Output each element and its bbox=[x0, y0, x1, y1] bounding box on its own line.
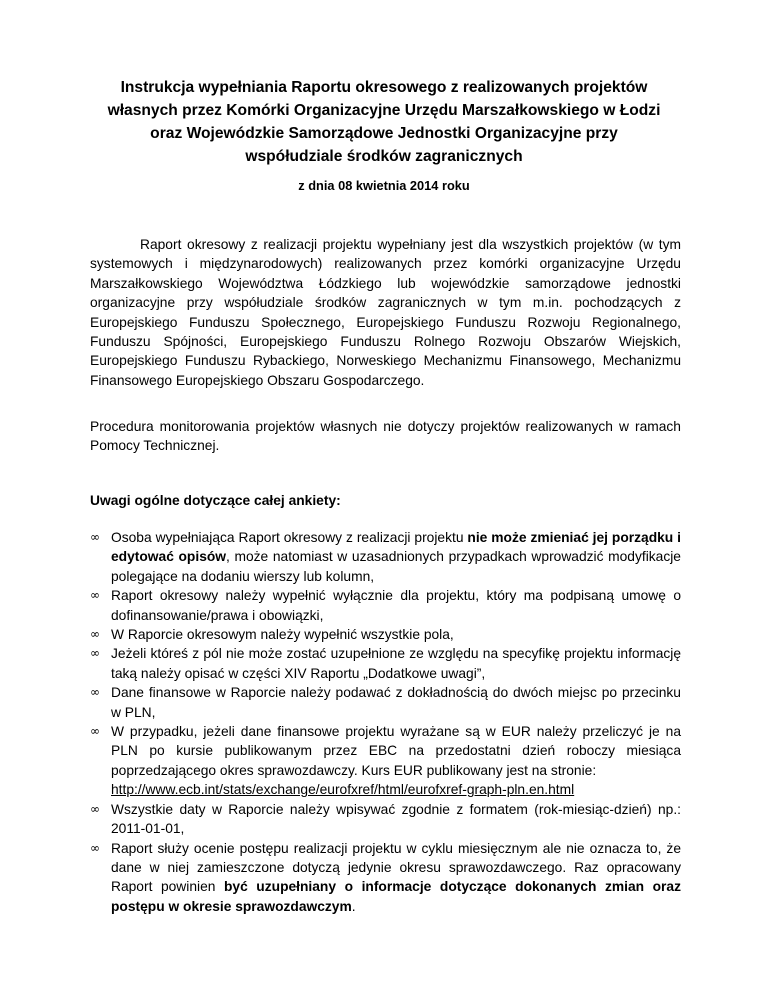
list-item-bold: nie może zmieniać jej porządku i edytować opisów bbox=[111, 530, 681, 565]
bullet-icon: ∞ bbox=[90, 646, 100, 661]
list-item-text: W Raporcie okresowym należy wypełnić wszystkie pola, bbox=[111, 627, 454, 643]
list-item bbox=[90, 683, 681, 722]
list-item-text: , może natomiast w uzasadnionych przypadkach wprowadzić modyfikacje polegające na dodaniu wierszy lub kolumn, bbox=[111, 549, 681, 584]
list-item-text: Dane finansowe w Raporcie należy podawać z dokładnością do dwóch miejsc po przecinku w PLN, bbox=[111, 685, 681, 720]
list-item-text: Jeżeli któreś z pól nie może zostać uzupełnione ze względu na specyfikę projektu informację taką należy opisać w części XIV Raportu „Dodatkowe uwagi”, bbox=[111, 646, 681, 681]
ecb-rate-link[interactable]: http://www.ecb.int/stats/exchange/eurofxref/html/eurofxref-graph-pln.en.html bbox=[111, 782, 575, 798]
bullet-icon: ∞ bbox=[90, 840, 100, 855]
list-item-text: . bbox=[351, 898, 356, 914]
section-heading: Uwagi ogólne dotyczące całej ankiety: bbox=[90, 493, 341, 508]
list-item bbox=[90, 722, 681, 800]
intro-paragraph: Raport okresowy z realizacji projektu wypełniany jest dla wszystkich projektów (w tym systemowych i międzynarodowych) realizowanych przez komórki organizacyjne Urzędu Marszałkowskiego Województwa Łódzkiego lub wojewódzkie samorządowe jednostki organizacyjne przy współudziale środków zagranicznych w tym m.in. pochodzących z Europejskiego Funduszu Społecznego, Europejskiego Funduszu Rozwoju Regionalnego, Funduszu Spójności, Europejskiego Funduszu Rolnego Rozwoju Obszarów Wiejskich, Europejskiego Funduszu Rybackiego, Norweskiego Mechanizmu Finansowego, Mechanizmu Finansowego Europejskiego Obszaru Gospodarczego. bbox=[90, 237, 681, 388]
list-item-bold: być uzupełniany o informacje dotyczące dokonanych zmian oraz postępu w okresie sprawozdawczym bbox=[111, 879, 681, 914]
bullet-icon: ∞ bbox=[90, 530, 100, 544]
remarks-list bbox=[90, 528, 681, 916]
list-item bbox=[90, 644, 681, 683]
bullet-icon: ∞ bbox=[90, 801, 100, 816]
list-item bbox=[90, 528, 681, 586]
procedure-paragraph: Procedura monitorowania projektów własnych nie dotyczy projektów realizowanych w ramach Pomocy Technicznej. bbox=[90, 419, 681, 454]
list-item bbox=[90, 625, 681, 644]
list-item bbox=[90, 800, 681, 839]
bullet-icon: ∞ bbox=[90, 685, 100, 700]
list-item-text: W przypadku, jeżeli dane finansowe projektu wyrażane są w EUR należy przeliczyć je na PLN po kursie publikowanym przez EBC na przedostatni dzień roboczy miesiąca poprzedzającego okres sprawozdawczy. Kurs EUR publikowany jest na stronie: bbox=[111, 724, 681, 778]
list-item-text: Osoba wypełniająca Raport okresowy z realizacji projektu bbox=[111, 530, 468, 545]
list-item-text: Raport okresowy należy wypełnić wyłącznie dla projektu, który ma podpisaną umowę o dofinansowanie/prawa i obowiązki, bbox=[111, 588, 681, 623]
bullet-icon: ∞ bbox=[90, 627, 100, 642]
list-item bbox=[90, 839, 681, 917]
list-item bbox=[90, 586, 681, 625]
document-date: z dnia 08 kwietnia 2014 roku bbox=[298, 178, 470, 193]
bullet-icon: ∞ bbox=[90, 724, 100, 739]
list-item-text: Wszystkie daty w Raporcie należy wpisywać zgodnie z formatem (rok-miesiąc-dzień) np.: 2011-01-01, bbox=[111, 801, 681, 837]
document-title: Instrukcja wypełniania Raportu okresowego z realizowanych projektów własnych przez Komórki Organizacyjne Urzędu Marszałkowskiego w Łodzi oraz Wojewódzkie Samorządowe Jednostki Organizacyjne przy współudziale środków zagranicznych bbox=[107, 79, 661, 165]
list-item-text: Raport służy ocenie postępu realizacji projektu w cyklu miesięcznym ale nie oznacza to, że dane w niej zamieszczone dotyczą jedynie okresu sprawozdawczego. Raz opracowany Raport powinien bbox=[111, 840, 681, 895]
bullet-icon: ∞ bbox=[90, 588, 100, 603]
